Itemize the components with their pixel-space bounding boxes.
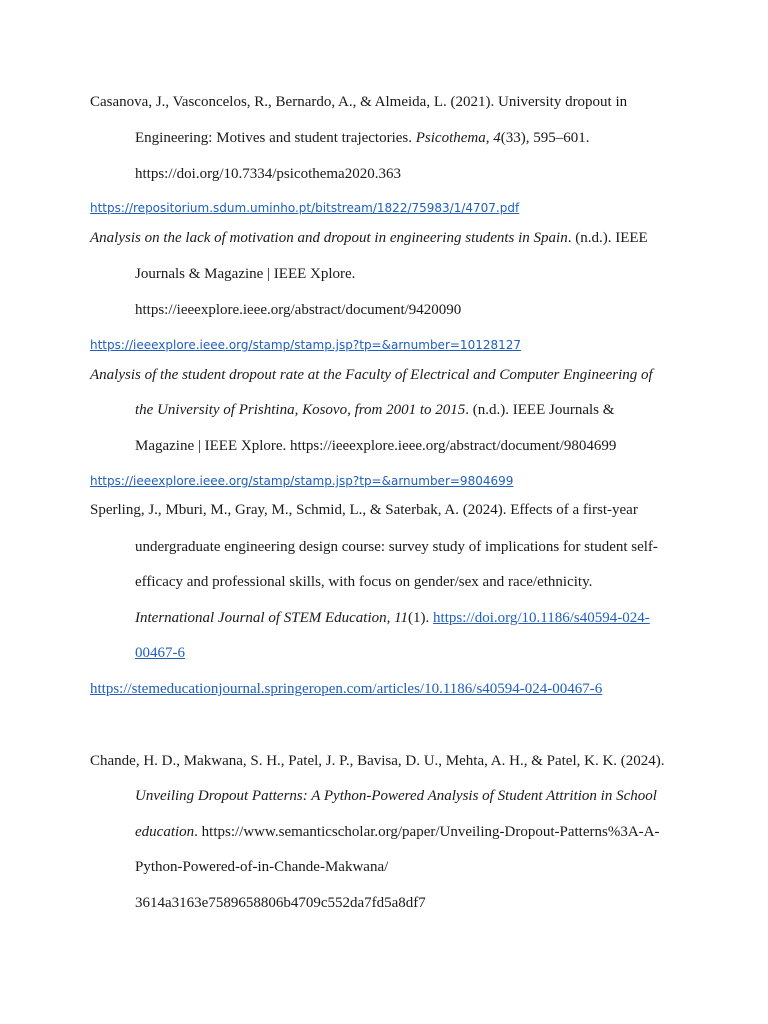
reference-5-line-2	[135, 786, 657, 806]
journal-title: Psicothema, 4	[415, 130, 501, 146]
reference-4-line-2	[135, 537, 658, 557]
reference-5-line-1	[90, 751, 665, 771]
reference-1-pdf-link[interactable]: https://repositorium.sdum.uminho.pt/bitstream/1822/75983/1/4707.pdf	[90, 201, 520, 215]
reference-text: Engineering: Motives and student trajectories.	[135, 130, 416, 146]
reference-1-line-2	[135, 128, 590, 148]
reference-4-line-4	[135, 608, 650, 628]
reference-1-line-1	[90, 92, 627, 112]
doi-link[interactable]: https://doi.org/10.1186/s40594-024-	[433, 610, 650, 626]
reference-text: Journals & Magazine | IEEE Xplore.	[135, 266, 356, 282]
article-title: education	[135, 824, 195, 840]
reference-3-line-1	[90, 365, 653, 385]
journal-title: International Journal of STEM Education, 11	[135, 610, 409, 626]
reference-text: undergraduate engineering design course: survey study of implications for student self-	[135, 539, 658, 555]
reference-text: Chande, H. D., Makwana, S. H., Patel, J. P., Bavisa, D. U., Mehta, A. H., & Patel, K. K. (2024).	[90, 753, 665, 769]
reference-3-line-3	[135, 436, 616, 456]
reference-2-line-3	[135, 300, 461, 320]
reference-text: (1).	[408, 610, 434, 626]
reference-text: Magazine | IEEE Xplore. https://ieeexplore.ieee.org/abstract/document/9804699	[135, 438, 617, 454]
reference-5-line-4	[135, 857, 388, 877]
url-text: . https://www.semanticscholar.org/paper/Unveiling-Dropout-Patterns%3A-A-	[194, 824, 660, 840]
reference-4-article-link[interactable]: https://stemeducationjournal.springeropen.com/articles/10.1186/s40594-024-00467-6	[90, 681, 603, 697]
article-title: Unveiling Dropout Patterns: A Python-Powered Analysis of Student Attrition in School	[135, 788, 657, 804]
reference-text: efficacy and professional skills, with focus on gender/sex and race/ethnicity.	[135, 574, 593, 590]
reference-1-doi	[135, 164, 401, 184]
article-title: Analysis on the lack of motivation and dropout in engineering students in Spain	[90, 230, 568, 246]
reference-3-stamp-link[interactable]: https://ieeexplore.ieee.org/stamp/stamp.jsp?tp=&arnumber=9804699	[90, 474, 514, 488]
reference-text: . (n.d.). IEEE	[567, 230, 648, 246]
url-text: 3614a3163e7589658806b4709c552da7fd5a8df7	[135, 895, 426, 911]
article-title: the University of Prishtina, Kosovo, from 2001 to 2015	[135, 402, 466, 418]
reference-2-stamp-link[interactable]: https://ieeexplore.ieee.org/stamp/stamp.jsp?tp=&arnumber=10128127	[90, 338, 522, 352]
doi-text: https://doi.org/10.7334/psicothema2020.363	[135, 166, 401, 182]
doi-link-continued[interactable]: 00467-6	[135, 645, 185, 661]
reference-4-line-3	[135, 572, 592, 592]
reference-2-line-1	[90, 228, 648, 248]
reference-3-line-2	[135, 400, 614, 420]
article-title: Analysis of the student dropout rate at the Faculty of Electrical and Computer Engineering of	[90, 367, 653, 383]
url-text: https://ieeexplore.ieee.org/abstract/document/9420090	[135, 302, 462, 318]
reference-4-line-1	[90, 500, 638, 520]
reference-text: (33), 595–601.	[500, 130, 590, 146]
reference-5-line-5	[135, 893, 426, 913]
reference-text: Sperling, J., Mburi, M., Gray, M., Schmid, L., & Saterbak, A. (2024). Effects of a first-year	[90, 502, 638, 518]
reference-2-line-2	[135, 264, 355, 284]
reference-text: . (n.d.). IEEE Journals &	[465, 402, 615, 418]
reference-text: Casanova, J., Vasconcelos, R., Bernardo, A., & Almeida, L. (2021). University dropout in	[90, 94, 628, 110]
reference-4-line-5	[135, 643, 185, 663]
reference-5-line-3	[135, 822, 659, 842]
url-text: Python-Powered-of-in-Chande-Makwana/	[135, 859, 389, 875]
